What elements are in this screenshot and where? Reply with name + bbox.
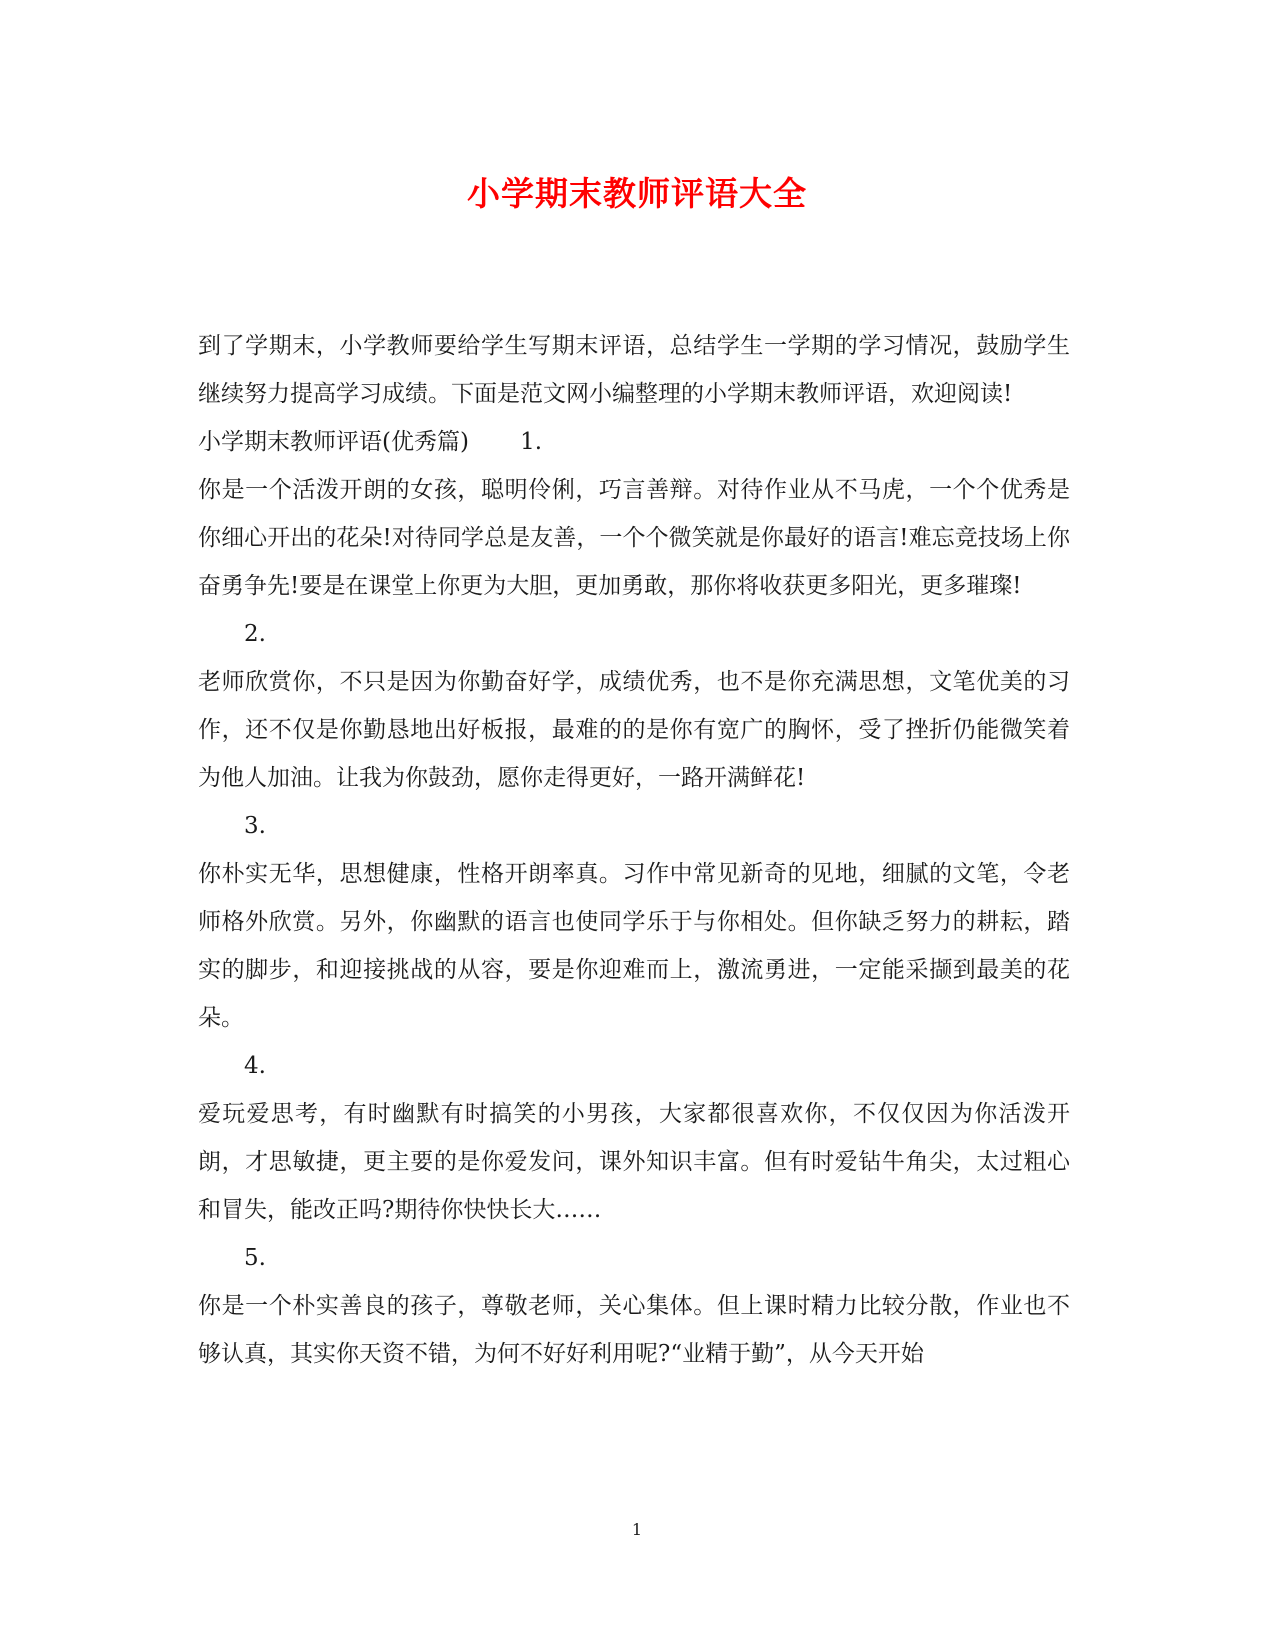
comment-paragraph-2: 老师欣赏你，不只是因为你勤奋好学，成绩优秀，也不是你充满思想，文笔优美的习作，还不仅是你勤恳地出好板报，最难的的是你有宽广的胸怀，受了挫折仍能微笑着为他人加油。让我为你鼓劲，愿你走得更好，一路开满鲜花! [198, 669, 1070, 791]
comment-paragraph-5: 你是一个朴实善良的孩子，尊敬老师，关心集体。但上课时精力比较分散，作业也不够认真，其实你天资不错，为何不好好利用呢?“业精于勤”，从今天开始 [198, 1293, 1070, 1367]
intro-paragraph: 到了学期末，小学教师要给学生写期末评语，总结学生一学期的学习情况，鼓励学生继续努力提高学习成绩。下面是范文网小编整理的小学期末教师评语，欢迎阅读! [198, 333, 1070, 407]
comment-paragraph-3: 你朴实无华，思想健康，性格开朗率真。习作中常见新奇的见地，细腻的文笔，令老师格外欣赏。另外，你幽默的语言也使同学乐于与你相处。但你缺乏努力的耕耘，踏实的脚步，和迎接挑战的从容，要是你迎难而上，激流勇进，一定能采撷到最美的花朵。 [198, 861, 1070, 1031]
page-number: 1 [631, 1520, 643, 1539]
comment-paragraph-1: 你是一个活泼开朗的女孩，聪明伶俐，巧言善辩。对待作业从不马虎，一个个优秀是你细心开出的花朵!对待同学总是友善，一个个微笑就是你最好的语言!难忘竞技场上你奋勇争先!要是在课堂上你更为大胆，更加勇敢，那你将收获更多阳光，更多璀璨! [198, 477, 1070, 599]
item-number-3: 3. [244, 813, 266, 839]
item-number-5: 5. [244, 1245, 266, 1271]
item-number-1: 1. [520, 429, 543, 455]
section-heading: 小学期末教师评语(优秀篇) [198, 429, 469, 455]
document-body [198, 322, 1070, 1378]
item-number-4: 4. [244, 1053, 266, 1079]
comment-paragraph-4: 爱玩爱思考，有时幽默有时搞笑的小男孩，大家都很喜欢你，不仅仅因为你活泼开朗，才思敏捷，更主要的是你爱发问，课外知识丰富。但有时爱钻牛角尖，太过粗心和冒失，能改正吗?期待你快快长大…… [198, 1101, 1070, 1223]
section-heading-line [198, 418, 1070, 466]
item-number-2: 2. [244, 621, 266, 647]
page-title: 小学期末教师评语大全 [467, 174, 807, 213]
